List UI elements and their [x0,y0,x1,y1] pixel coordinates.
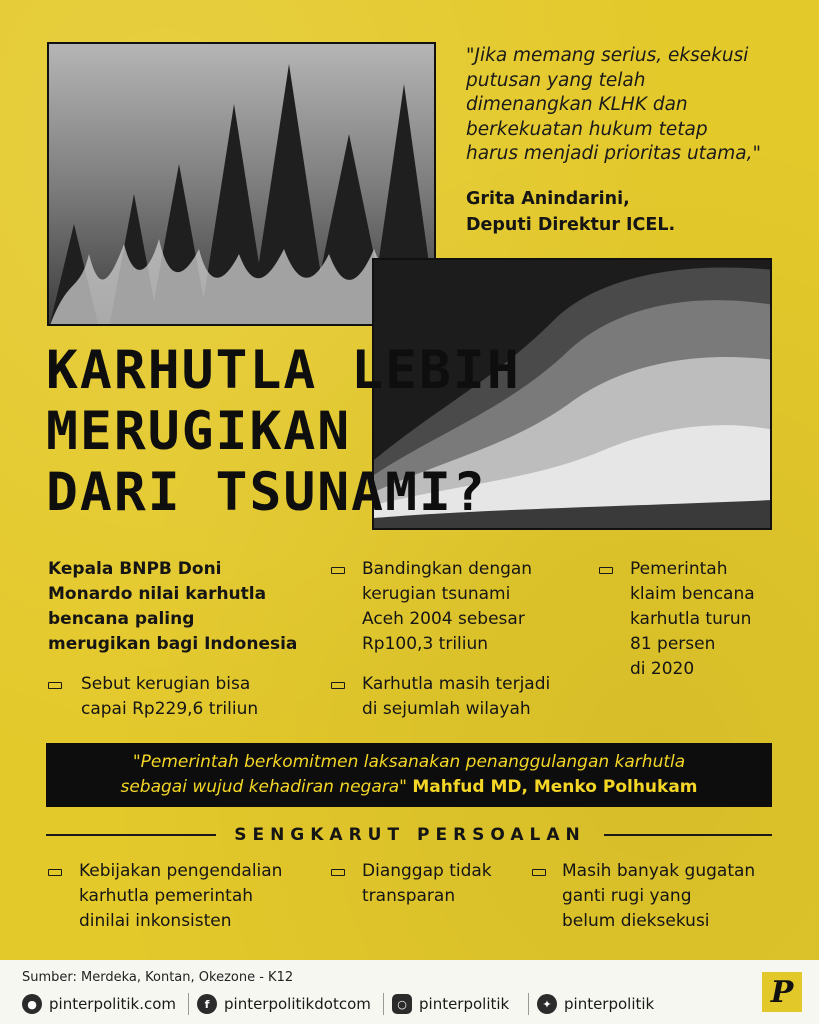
lead-line: bencana paling [48,609,195,629]
bullet-line: di sejumlah wilayah [362,699,531,719]
bullet-line: ganti rugi yang [562,886,692,906]
facebook-link[interactable] [197,993,371,1015]
bullet-line: Bandingkan dengan [362,559,533,579]
lead-line: Monardo nilai karhutla [48,584,267,604]
column-2-bullet-1 [331,557,571,657]
source-text: Sumber: Merdeka, Kontan, Okezone - K12 [22,970,294,985]
section-item-bullet [48,859,318,934]
section-divider-left [46,834,216,836]
bullet-line: transparan [362,886,456,906]
top-quote-line: dimenangkan KLHK dan [466,94,688,115]
checkbox-bullet-icon [532,869,546,876]
twitter-link[interactable] [537,993,654,1015]
pinterpolitik-logo: P [762,972,802,1012]
bullet-line: Karhutla masih terjadi [362,674,551,694]
facebook-label: pinterpolitikdotcom [224,995,371,1013]
banner-author: Mahfud MD, Menko Polhukam [412,777,698,797]
top-quote-line: berkekuatan hukum tetap [466,118,708,140]
column-3 [599,557,799,682]
section-item [331,859,531,909]
checkbox-bullet-icon [331,567,345,574]
quote-banner [46,743,772,807]
section-item-bullet [331,859,531,909]
bullet-line: Masih banyak gugatan [562,861,756,881]
top-quote [466,44,786,167]
bullet-line: karhutla turun [630,609,752,629]
bullet-line: di 2020 [630,659,695,679]
quote-author-title: Deputi Direktur ICEL. [466,215,676,235]
instagram-label: pinterpolitik [419,995,510,1013]
checkbox-bullet-icon [599,567,613,574]
section-divider-right [604,834,772,836]
quote-author [466,186,786,238]
bullet-line: karhutla pemerintah [79,886,254,906]
headline-line: KARHUTLA LEBIH [46,340,521,401]
section-item [48,859,318,934]
bullet-line: dinilai inkonsisten [79,911,232,931]
checkbox-bullet-icon [48,869,62,876]
checkbox-bullet-icon [48,682,62,689]
bullet-line: klaim bencana [630,584,755,604]
banner-quote: sebagai wujud kehadiran negara" [120,777,407,797]
top-quote-line: "Jika memang serius, eksekusi [466,45,749,66]
column-1-bullet [48,672,318,722]
headline-line: MERUGIKAN [46,401,352,462]
twitter-label: pinterpolitik [564,995,655,1013]
lead-line: merugikan bagi Indonesia [48,634,298,654]
section-item-bullet [532,859,792,934]
bullet-line: Dianggap tidak [362,861,492,881]
column-3-bullet [599,557,799,682]
column-1-lead [48,557,318,657]
bullet-line: Sebut kerugian bisa [81,674,251,694]
column-2-bullet-2 [331,672,571,722]
banner-line: "Pemerintah berkomitmen laksanakan penanggulangan karhutla [132,752,686,772]
top-quote-line: harus menjadi prioritas utama," [466,143,762,164]
quote-author-name: Grita Anindarini, [466,189,630,209]
bullet-line: kerugian tsunami [362,584,511,604]
bullet-line: 81 persen [630,634,716,654]
instagram-link[interactable] [392,993,509,1015]
bullet-line: Rp100,3 triliun [362,634,489,654]
bullet-line: Pemerintah [630,559,728,579]
top-quote-line: putusan yang telah [466,69,646,91]
headline [46,340,606,523]
checkbox-bullet-icon [331,682,345,689]
twitter-icon: ✦ [537,994,557,1014]
checkbox-bullet-icon [331,869,345,876]
headline-line: DARI TSUNAMI? [46,462,487,523]
footer-separator [383,993,384,1015]
section-title: SENGKARUT PERSOALAN [234,825,586,845]
footer-separator [528,993,529,1015]
facebook-icon: f [197,994,217,1014]
globe-icon: ● [22,994,42,1014]
bullet-line: Aceh 2004 sebesar [362,609,525,629]
website-link[interactable] [22,993,176,1015]
column-2 [331,557,571,722]
bullet-line: capai Rp229,6 triliun [81,699,259,719]
footer-separator [188,993,189,1015]
section-item [532,859,792,934]
lead-line: Kepala BNPB Doni [48,559,222,579]
bullet-line: belum dieksekusi [562,911,710,931]
instagram-icon: ○ [392,994,412,1014]
website-label: pinterpolitik.com [49,995,177,1013]
column-1 [48,557,318,722]
bullet-line: Kebijakan pengendalian [79,861,283,881]
